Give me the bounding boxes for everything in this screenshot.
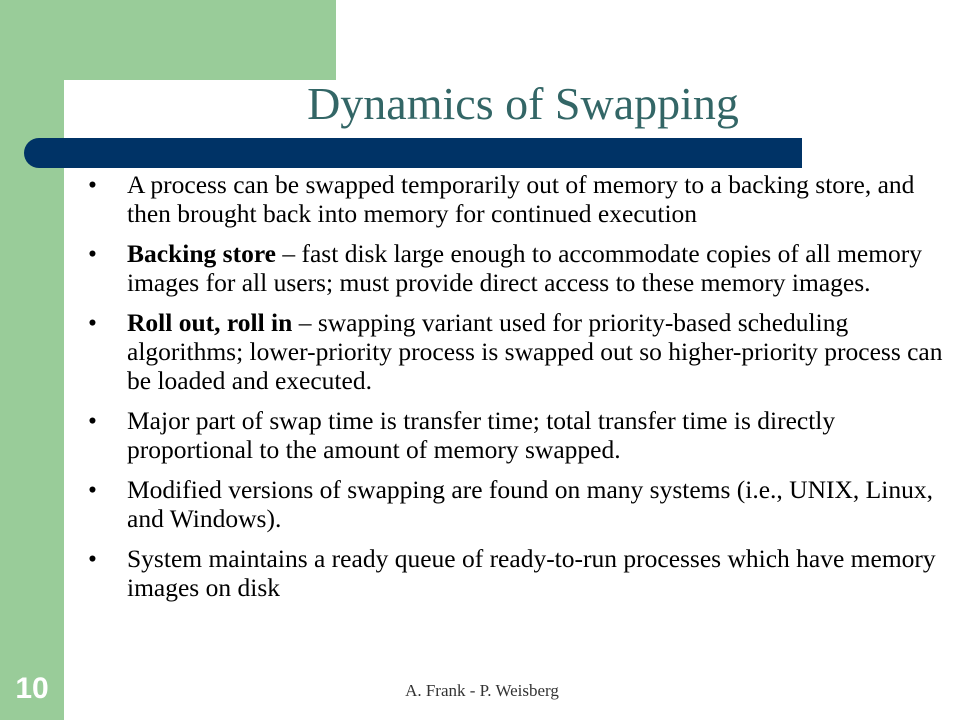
slide-title: Dynamics of Swapping (307, 78, 739, 129)
bullet-marker: • (88, 239, 97, 268)
bullet-list (86, 170, 946, 613)
bullet-text: A process can be swapped temporarily out of memory to a backing store, and then brought back into memory for continued execution (127, 170, 915, 228)
bullet-marker: • (88, 308, 97, 337)
bullet-text: Modified versions of swapping are found on many systems (i.e., UNIX, Linux, and Windows). (127, 475, 933, 533)
slide-number: 10 (15, 672, 49, 705)
bullet-marker: • (88, 170, 97, 199)
bullet-item (86, 544, 946, 602)
bullet-item (86, 239, 946, 297)
bullet-term: Backing store (127, 239, 276, 268)
bullet-text: System maintains a ready queue of ready-to-run processes which have memory images on disk (127, 544, 936, 602)
bullet-text: – swapping variant used for priority-based scheduling algorithms; lower-priority process is swapped out so higher-priority process can be loaded and executed. (127, 308, 943, 395)
top-green-frame (0, 0, 336, 80)
bullet-item (86, 406, 946, 464)
bullet-marker: • (88, 406, 97, 435)
bullet-marker: • (88, 544, 97, 573)
title-underline-bar (24, 138, 802, 168)
footer-author: A. Frank - P. Weisberg (405, 681, 559, 700)
bullet-item (86, 475, 946, 533)
bullet-item (86, 308, 946, 395)
bullet-term: Roll out, roll in (127, 308, 293, 337)
bullet-text: Major part of swap time is transfer time; total transfer time is directly proportional to the amount of memory swapped. (127, 406, 836, 464)
bullet-text: – fast disk large enough to accommodate copies of all memory images for all users; must provide direct access to these memory images. (127, 239, 923, 297)
bullet-item (86, 170, 946, 228)
bullet-marker: • (88, 475, 97, 504)
